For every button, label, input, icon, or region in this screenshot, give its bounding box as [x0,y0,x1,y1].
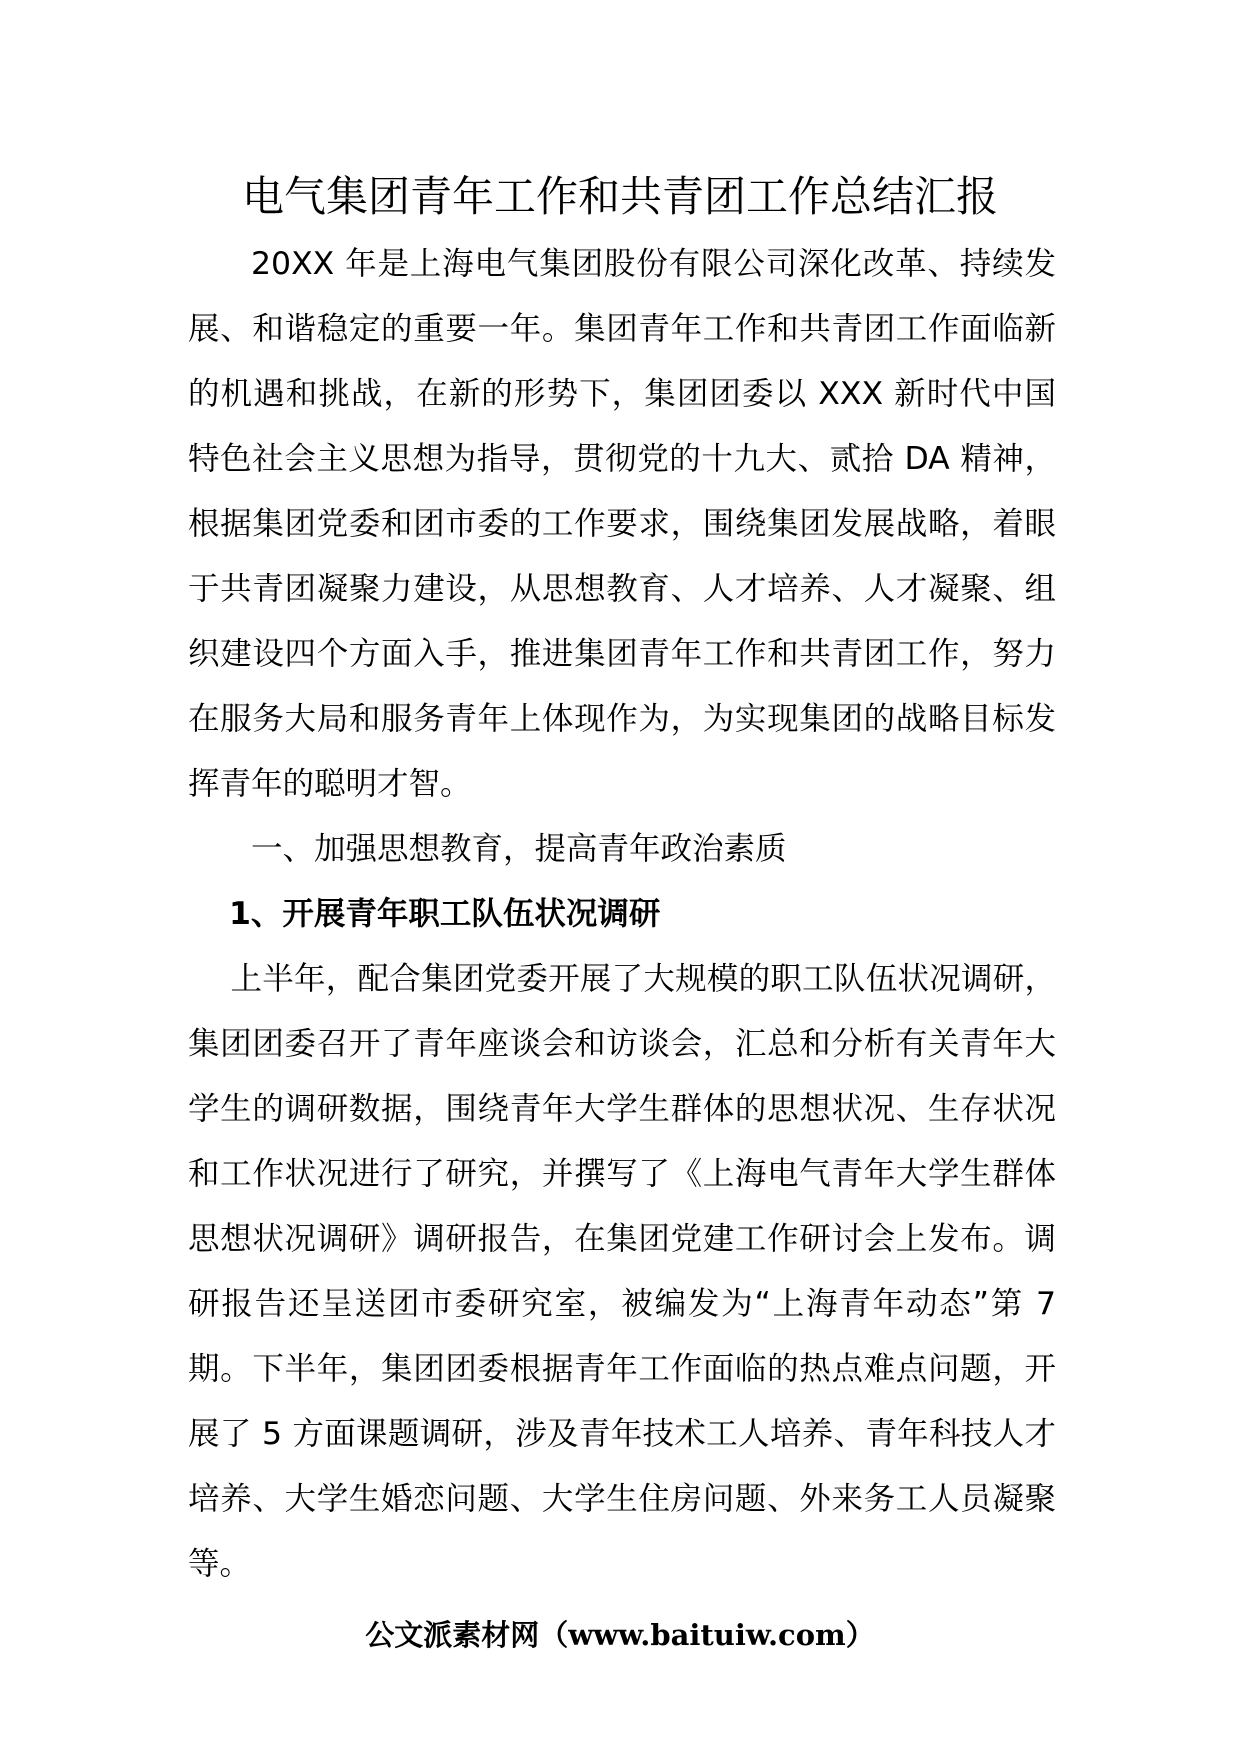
subsection-heading: 1、开展青年职工队伍状况调研 [228,896,661,932]
subsection-paragraph: 上半年，配合集团党委开展了大规模的职工队伍状况调研，集团团委召开了青年座谈会和访谈会，汇总和分析有关青年大学生的调研数据，围绕青年大学生群体的思想状况、生存状况和工作状况进行了研究，并撰写了《上海电气青年大学生群体思想状况调研》调研报告，在集团党建工作研讨会上发布。调研报告还呈送团市委研究室，被编发为“上海青年动态”第 7 期。下半年，集团团委根据青年工作面临的热点难点问题，开展了 5 方面课题调研，涉及青年技术工人培养、青年科技人才培养、大学生婚恋问题、大学生住房问题、外来务工人员凝聚等。 [188,961,1056,1582]
section-heading: 一、加强思想教育，提高青年政治素质 [251,831,787,867]
document-body [188,232,1056,1597]
intro-paragraph: 20XX 年是上海电气集团股份有限公司深化改革、持续发展、和谐稳定的重要一年。集团青年工作和共青团工作面临新的机遇和挑战，在新的形势下，集团团委以 XXX 新时代中国特色社会主义思想为指导，贯彻党的十九大、贰拾 DA 精神，根据集团党委和团市委的工作要求，围绕集团发展战略，着眼于共青团凝聚力建设，从思想教育、人才培养、人才凝聚、组织建设四个方面入手，推进集团青年工作和共青团工作，努力在服务大局和服务青年上体现作为，为实现集团的战略目标发挥青年的聪明才智。 [188,246,1056,802]
footer-watermark: 公文派素材网（www.baituiw.com） [365,1618,875,1652]
document-title: 电气集团青年工作和共青团工作总结汇报 [241,172,998,221]
